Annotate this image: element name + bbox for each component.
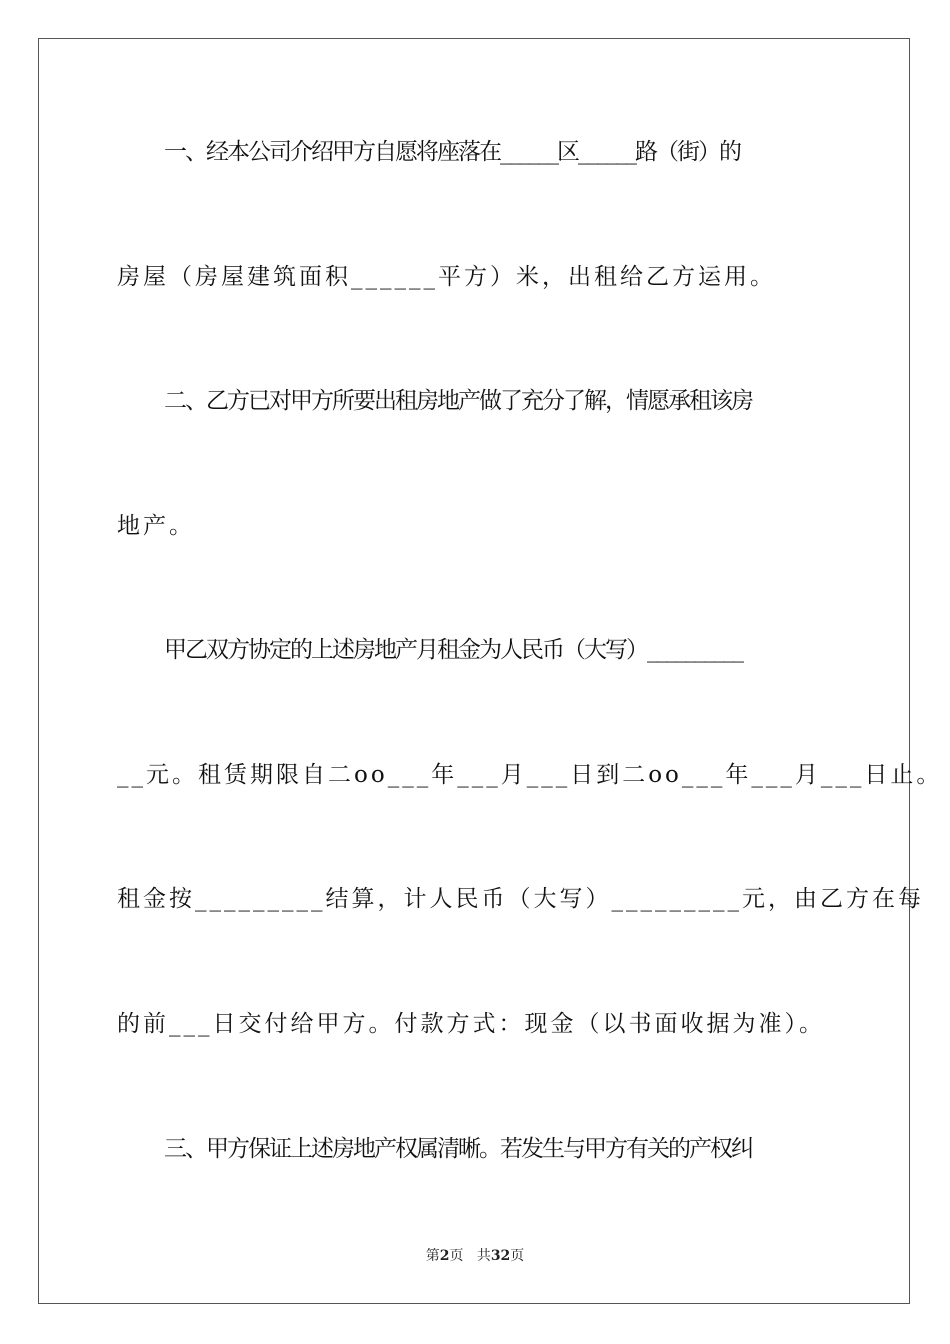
paragraph-line-6: __元。租赁期限自二oo___年___月___日到二oo___年___月___日止。 [117, 762, 943, 788]
paragraph-line-5: 甲乙双方协定的上述房地产月租金为人民币（大写）__________ [164, 637, 742, 663]
page-footer [0, 1246, 950, 1266]
total-prefix: 共 [476, 1248, 491, 1264]
paragraph-line-3: 二、乙方已对甲方所要出租房地产做了充分了解，情愿承租该房 [164, 388, 752, 414]
paragraph-line-2: 房屋（房屋建筑面积______平方）米，出租给乙方运用。 [117, 264, 776, 290]
total-pages: 32 [490, 1248, 511, 1264]
total-suffix: 页 [510, 1248, 525, 1264]
paragraph-line-8: 的前___日交付给甲方。付款方式：现金（以书面收据为准）。 [117, 1011, 825, 1037]
paragraph-line-9: 三、甲方保证上述房地产权属清晰。若发生与甲方有关的产权纠 [164, 1136, 752, 1162]
paragraph-line-7: 租金按_________结算，计人民币（大写）_________元，由乙方在每 [117, 886, 924, 912]
page-number: 2 [439, 1248, 450, 1264]
paragraph-line-1: 一、经本公司介绍甲方自愿将座落在______区______路（街）的 [164, 139, 740, 165]
page-prefix: 第 [425, 1248, 440, 1264]
page-border [38, 38, 943, 1304]
page-suffix: 页 [449, 1248, 464, 1264]
paragraph-line-4: 地产。 [117, 513, 195, 539]
